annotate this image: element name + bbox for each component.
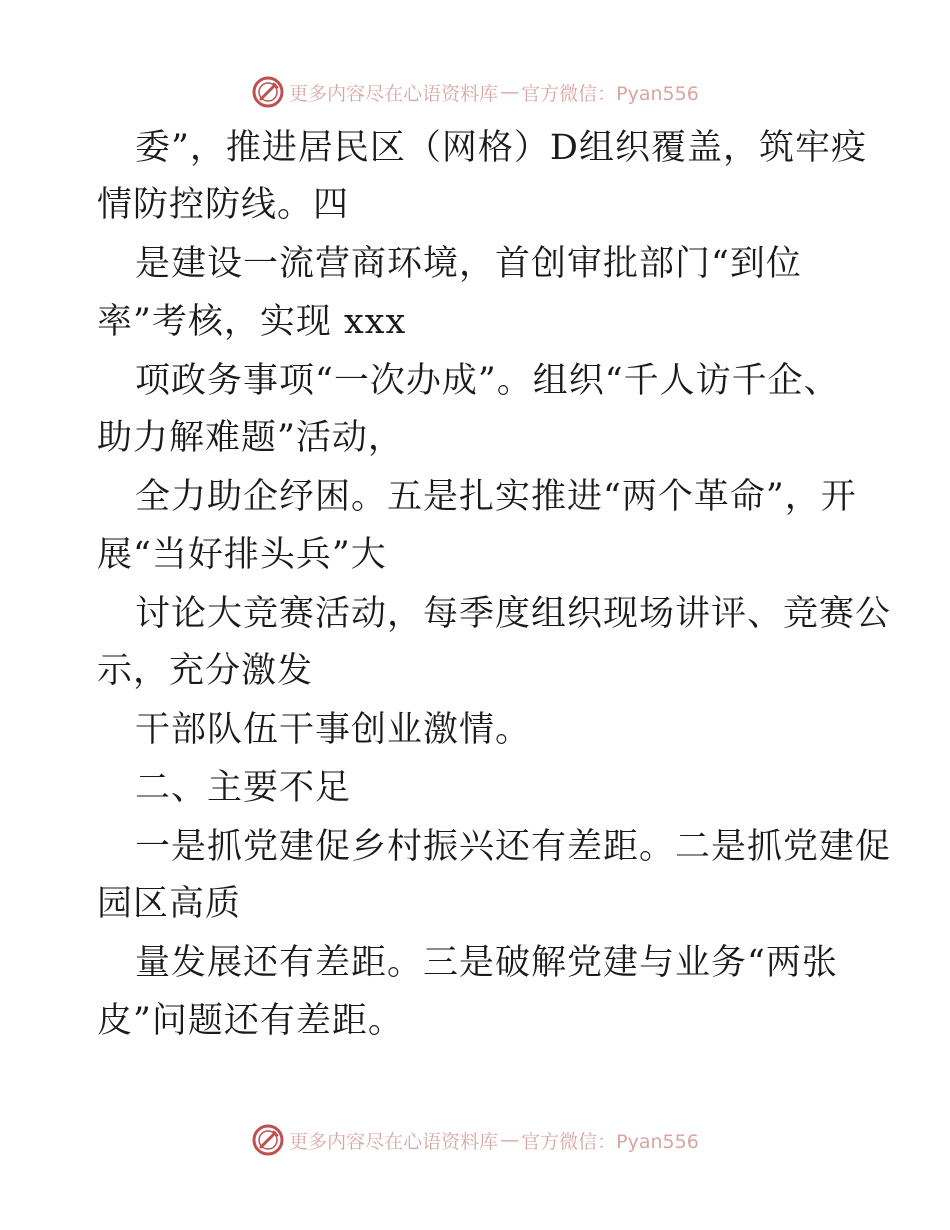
body-line: 委”，推进居民区（网格）D组织覆盖，筑牢疫: [135, 128, 867, 168]
body-line: 讨论大竞赛活动，每季度组织现场讲评、竞赛公: [135, 594, 892, 634]
section-heading: 二、主要不足: [135, 768, 352, 808]
body-line: 干部队伍干事创业激情。: [135, 710, 532, 750]
watermark-site-text: 更多内容尽在心语资料库: [289, 1130, 499, 1153]
body-line: 全力助企纾困。五是扎实推进“两个革命”，开: [135, 477, 857, 517]
watermark-wechat-text: 官方微信：Pyan556: [521, 82, 699, 105]
watermark-site-text: 更多内容尽在心语资料库: [289, 82, 499, 105]
watermark-wechat-text: 官方微信：Pyan556: [521, 1130, 699, 1153]
body-line: 助力解难题”活动，: [97, 418, 404, 458]
footer-watermark: [0, 1120, 950, 1160]
stamp-logo-icon: [251, 1123, 285, 1157]
header-watermark: [0, 72, 950, 112]
body-line: 是建设一流营商环境，首创审批部门“到位: [135, 244, 802, 284]
watermark-dash: —: [500, 1129, 520, 1151]
body-line: 展“当好排头兵”大: [97, 535, 387, 575]
body-line: 率”考核，实现 xxx: [97, 302, 407, 342]
watermark-dash: —: [500, 81, 520, 103]
body-line: 项政务事项“一次办成”。组织“千人访千企、: [135, 361, 840, 401]
body-line: 园区高质: [97, 884, 242, 924]
body-line: 一是抓党建促乡村振兴还有差距。二是抓党建促: [135, 827, 892, 867]
body-line: 情防控防线。四: [97, 185, 350, 225]
body-line: 量发展还有差距。三是破解党建与业务“两张: [135, 943, 838, 983]
body-line: 皮”问题还有差距。: [97, 1001, 404, 1041]
body-line: 示，充分激发: [97, 651, 314, 691]
stamp-logo-icon: [251, 75, 285, 109]
